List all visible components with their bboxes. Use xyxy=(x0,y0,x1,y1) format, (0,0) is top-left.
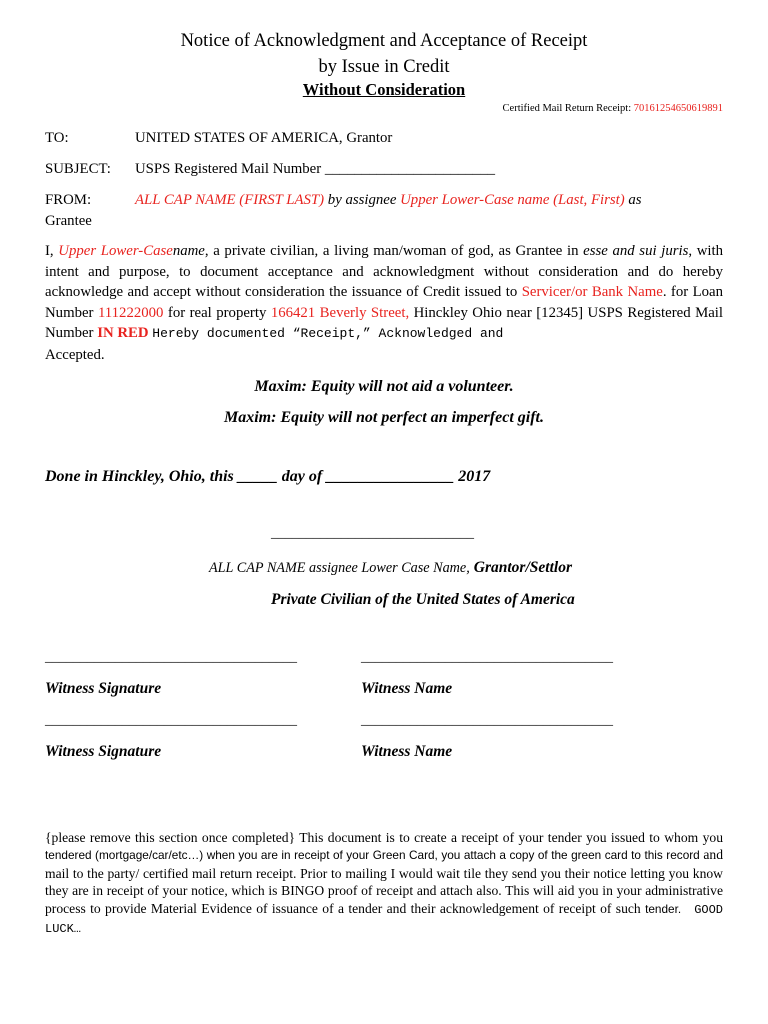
from-grantee: Grantee xyxy=(45,213,92,229)
instructions-note xyxy=(45,829,723,938)
grantor-signature-line: _____________________________ xyxy=(271,526,474,541)
witness-signature-line-1: ____________________________________ xyxy=(45,650,297,665)
from-value xyxy=(135,192,725,209)
body-text: . for Loan Number xyxy=(45,284,723,321)
grantor-caption-bold: Grantor/Settlor xyxy=(473,559,572,576)
grantor-caption xyxy=(209,559,572,577)
body-name-word: name xyxy=(172,243,205,259)
title-line-1: Notice of Acknowledgment and Acceptance of Receipt xyxy=(180,31,588,51)
witness-name-label-1: Witness Name xyxy=(361,680,453,697)
from-by: by assignee xyxy=(327,192,397,208)
to-value: UNITED STATES OF AMERICA, Grantor xyxy=(135,130,393,146)
from-label: FROM: xyxy=(45,192,92,208)
note-text: and mail to the party/ certified mail return receipt. Prior to mailing I would wait tile they send you their notice letting you know they are in receipt of your notice, which is BINGO proof of receipt and attach also. This will aid you in your administrative process to provide Material Evidence of issuance of a tender and their acknowledgement of receipt of such xyxy=(45,847,723,916)
private-civilian-line: Private Civilian of the United States of America xyxy=(271,591,575,608)
body-property: 166421 Beverly Street, xyxy=(270,304,410,321)
note-good-luck: GOOD LUCK… xyxy=(45,902,724,937)
witness-name-line-1: ____________________________________ xyxy=(361,650,613,665)
certified-mail-number: 70161254650619891 xyxy=(633,103,723,114)
body-latin: esse and sui juris xyxy=(583,243,689,259)
from-assignee: Upper Lower-Case name (Last, First) xyxy=(400,192,625,208)
grantor-caption-italic: ALL CAP NAME assignee Lower Case Name, xyxy=(209,560,470,576)
note-text: tender. xyxy=(645,901,682,916)
done-line: Done in Hinckley, Ohio, this _____ day of ________________ 2017 xyxy=(45,468,491,485)
to-label: TO: xyxy=(45,130,69,146)
certified-mail-line xyxy=(503,103,723,114)
body-servicer: Servicer/or Bank Name xyxy=(521,284,663,301)
from-as: as xyxy=(628,192,642,208)
body-loan-number: 111222000 xyxy=(97,304,164,321)
note-text: tendered (mortgage/car/etc…) when you are in receipt of your Green Card, you attach a copy of the green card to this record xyxy=(45,848,700,863)
witness-name-line-2: ____________________________________ xyxy=(361,713,613,728)
body-in-red: IN RED xyxy=(97,325,149,342)
body-text: , a private civilian, a living man/woman of god, as Grantee in xyxy=(204,243,579,259)
body-text: for real property xyxy=(167,304,267,321)
witness-signature-label-1: Witness Signature xyxy=(45,680,162,697)
maxim-2: Maxim: Equity will not perfect an imperfect gift. xyxy=(224,409,544,426)
body-text: Accepted. xyxy=(45,346,105,363)
body-name-placeholder: Upper Lower-Case xyxy=(58,243,173,259)
body-paragraph xyxy=(45,241,723,366)
title-line-2: by Issue in Credit xyxy=(318,57,450,77)
from-name: ALL CAP NAME (FIRST LAST) xyxy=(135,192,325,208)
certified-mail-label: Certified Mail Return Receipt: xyxy=(502,103,632,114)
body-text: Hinckley Ohio near [12345] USPS Registered Mail Number xyxy=(45,304,724,342)
note-text: {please remove this section once completed} This document is to create a receipt of your tender you issued to whom you xyxy=(45,830,723,845)
body-text: Hereby documented “Receipt,” Acknowledged and xyxy=(152,326,504,342)
body-text: I, xyxy=(45,243,54,259)
subject-value: USPS Registered Mail Number _______________________ xyxy=(135,161,496,177)
title-line-3: Without Consideration xyxy=(302,80,466,99)
subject-label: SUBJECT: xyxy=(45,161,111,177)
body-text: , with intent and purpose, to document acceptance and acknowledgment without consideration and do hereby acknowledge and accept without consideration the issuance of Credit issued to xyxy=(45,243,724,301)
maxim-1: Maxim: Equity will not aid a volunteer. xyxy=(254,378,514,395)
witness-signature-line-2: ____________________________________ xyxy=(45,713,297,728)
witness-name-label-2: Witness Name xyxy=(361,743,453,760)
witness-signature-label-2: Witness Signature xyxy=(45,743,162,760)
